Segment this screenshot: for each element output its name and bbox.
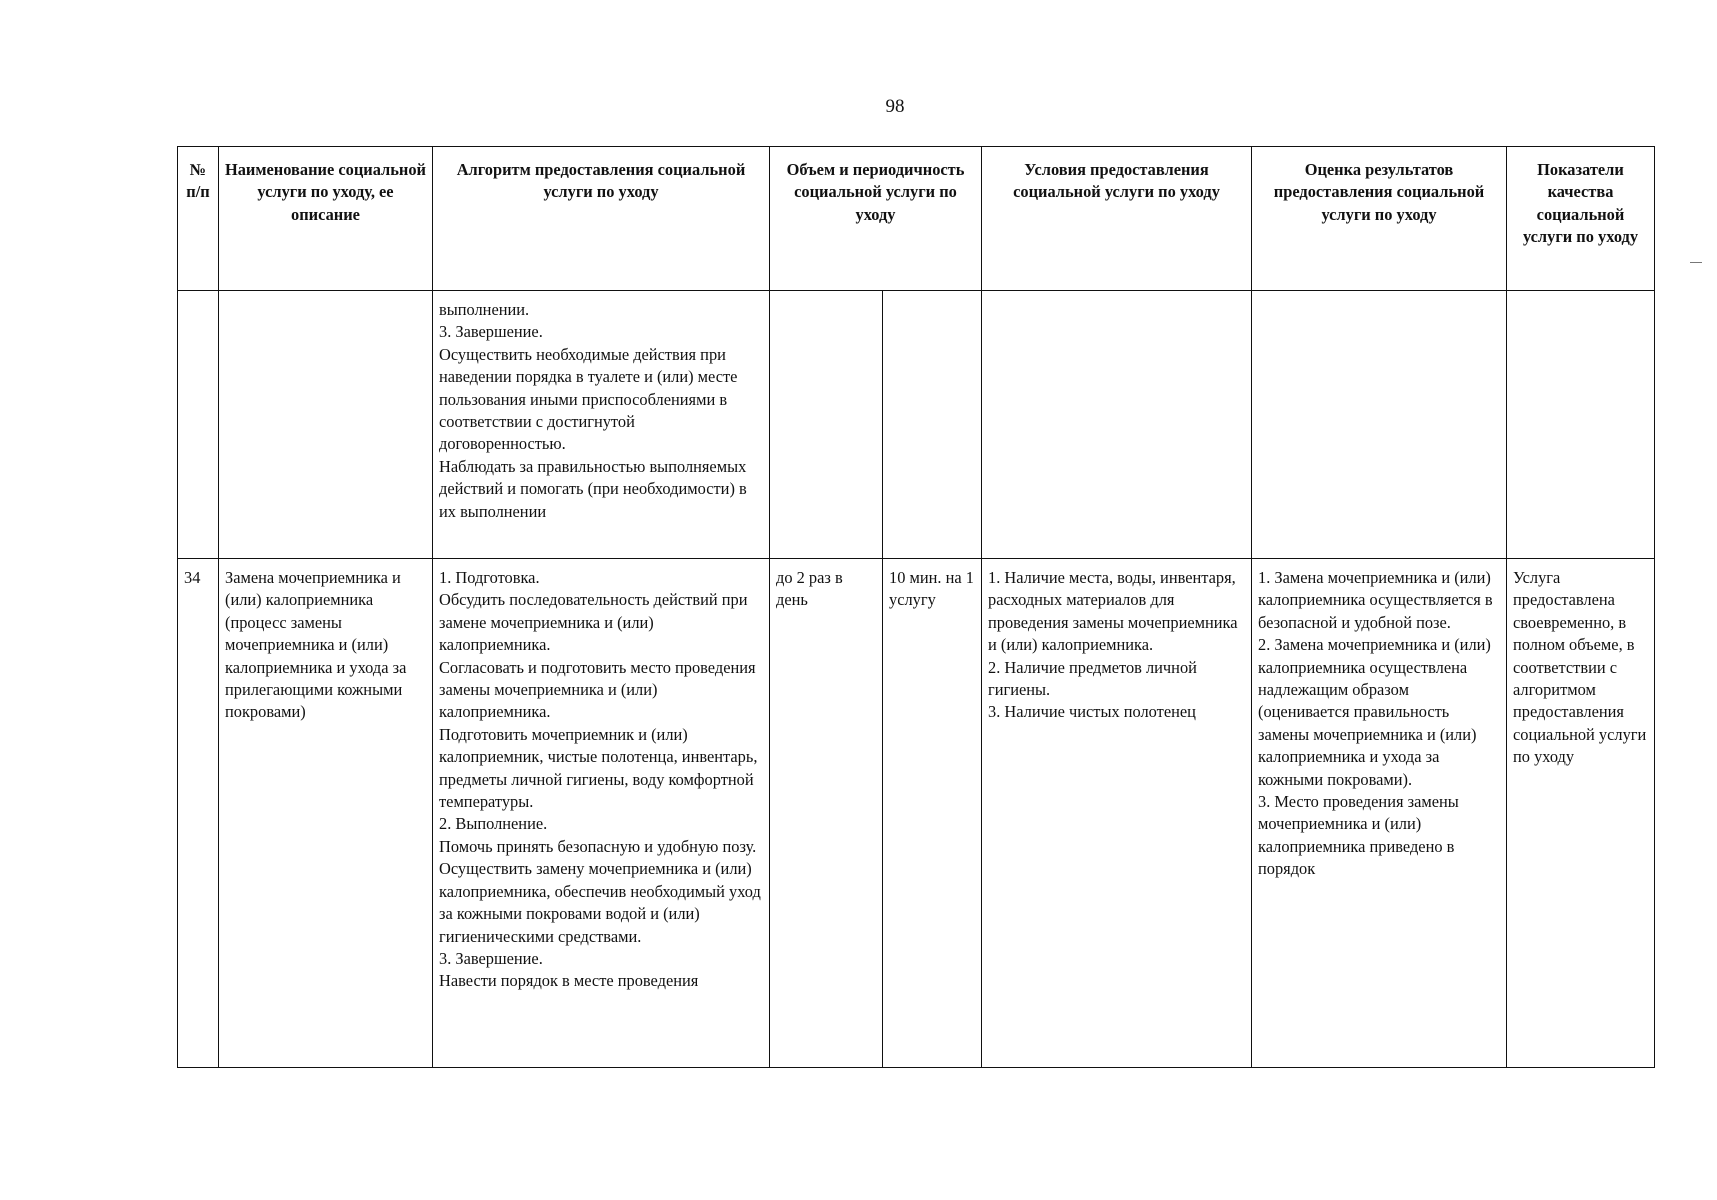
row34-frequency-cell: до 2 раз в день: [770, 559, 883, 1068]
row34-quality-cell: Услуга предоставлена своевременно, в полном объеме, в соответствии с алгоритмом предоставления социальной услуги по уходу: [1507, 559, 1655, 1068]
page-number: 98: [885, 96, 905, 117]
header-quality: Показатели качества социальной услуги по уходу: [1507, 147, 1655, 291]
row34-conditions-cell: 1. Наличие места, воды, инвентаря, расходных материалов для проведения замены мочеприемника и (или) калоприемника. 2. Наличие предметов личной гигиены. 3. Наличие чистых полотенец: [982, 559, 1252, 1068]
header-algorithm: Алгоритм предоставления социальной услуги по уходу: [433, 147, 770, 291]
table-row-34: [178, 559, 1655, 1068]
row34-algorithm-cell: 1. Подготовка. Обсудить последовательность действий при замене мочеприемника и (или) калоприемника. Согласовать и подготовить место проведения замены мочеприемника и (или) калоприемника. Подготовить мочеприемник и (или) калоприемник, чистые полотенца, инвентарь, предметы личной гигиены, воду комфортной температуры. 2. Выполнение. Помочь принять безопасную и удобную позу. Осуществить замену мочеприемника и (или) калоприемника, обеспечив необходимый уход за кожными покровами водой и (или) гигиеническими средствами. 3. Завершение. Навести порядок в месте проведения: [433, 559, 770, 1068]
services-table: [177, 146, 1655, 1068]
header-volume: Объем и периодичность социальной услуги по уходу: [770, 147, 982, 291]
header-name: Наименование социальной услуги по уходу, ее описание: [219, 147, 433, 291]
cont-name-cell: [219, 291, 433, 559]
header-conditions: Условия предоставления социальной услуги по уходу: [982, 147, 1252, 291]
row34-evaluation-cell: 1. Замена мочеприемника и (или) калоприемника осуществляется в безопасной и удобной позе. 2. Замена мочеприемника и (или) калоприемника осуществлена надлежащим образом (оценивается правильность замены мочеприемника и (или) калоприемника и ухода за кожными покровами). 3. Место проведения замены мочеприемника и (или) калоприемника приведено в порядок: [1252, 559, 1507, 1068]
cont-evaluation-cell: [1252, 291, 1507, 559]
header-row: [178, 147, 1655, 291]
table-row-continuation: [178, 291, 1655, 559]
row34-duration-cell: 10 мин. на 1 услугу: [883, 559, 982, 1068]
cont-quality-cell: [1507, 291, 1655, 559]
cont-duration-cell: [883, 291, 982, 559]
cont-algorithm-cell: выполнении. 3. Завершение. Осуществить необходимые действия при наведении порядка в туалете и (или) месте пользования иными приспособлениями в соответствии с достигнутой договоренностью. Наблюдать за правильностью выполняемых действий и помогать (при необходимости) в их выполнении: [433, 291, 770, 559]
row34-name-cell: Замена мочеприемника и (или) калоприемника (процесс замены мочеприемника и (или) калоприемника и ухода за прилегающими кожными покровами): [219, 559, 433, 1068]
cont-conditions-cell: [982, 291, 1252, 559]
header-num: № п/п: [178, 147, 219, 291]
row34-num-cell: 34: [178, 559, 219, 1068]
cont-num-cell: [178, 291, 219, 559]
scan-margin-mark: [1690, 262, 1702, 263]
cont-frequency-cell: [770, 291, 883, 559]
header-evaluation: Оценка результатов предоставления социальной услуги по уходу: [1252, 147, 1507, 291]
